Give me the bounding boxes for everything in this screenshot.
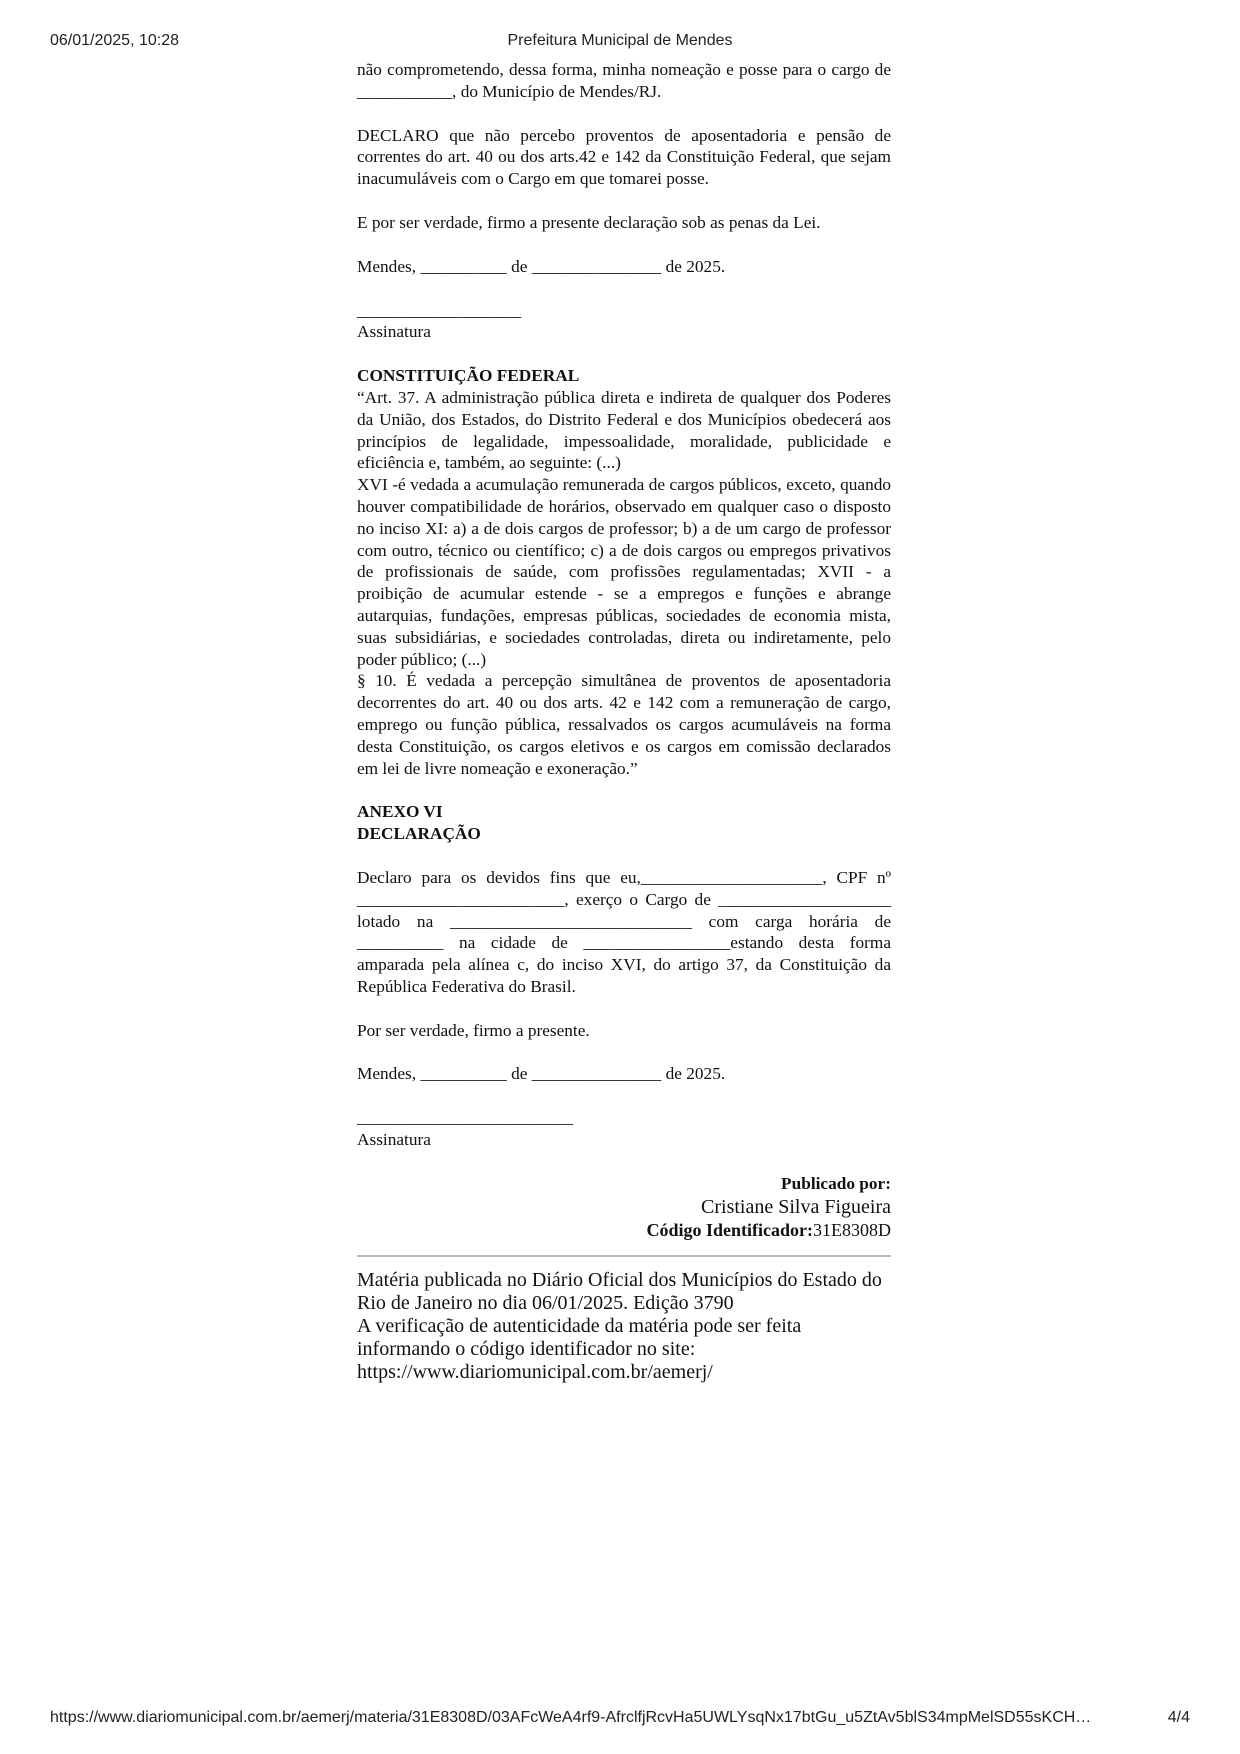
divider: [357, 1255, 891, 1257]
date-line-1: Mendes, __________ de _______________ de 2025.: [357, 256, 726, 276]
publisher-name: Cristiane Silva Figueira: [701, 1195, 891, 1218]
identifier-code-label: Código Identificador:: [646, 1219, 813, 1240]
date-line-2: Mendes, __________ de _______________ de 2025.: [357, 1064, 726, 1084]
constituicao-paragrafo-10: § 10. É vedada a percepção simultânea de proventos de aposentadoria decorrentes do art. 40 ou dos arts. 42 e 142 com a remuneração de cargo, emprego ou função pública, ressalvados os cargos acumuláveis na forma desta Constituição, os cargos eletivos e os cargos em comissão declarados em lei de livre nomeação e exoneração.”: [357, 671, 891, 778]
identifier-code: [357, 1219, 891, 1241]
paragraph-verdade: E por ser verdade, firmo a presente declaração sob as penas da Lei.: [357, 212, 821, 232]
paragraph-por-ser-verdade: Por ser verdade, firmo a presente.: [357, 1020, 590, 1040]
publication-note: [357, 1269, 891, 1384]
note-line-verification: A verificação de autenticidade da matéria pode ser feita informando o código identificador no site:: [357, 1314, 802, 1360]
page-number: 4/4: [1167, 1709, 1190, 1726]
paragraph-nomeacao: não comprometendo, dessa forma, minha nomeação e posse para o cargo de ___________, do Município de Mendes/RJ.: [357, 60, 891, 101]
document-body: [357, 59, 891, 1384]
signature-label-1: Assinatura: [357, 322, 431, 342]
declaracao-paragraph: Declaro para os devidos fins que eu,_____________________, CPF nº ________________________, exerço o Cargo de ____________________ lotado na ____________________________ com carga horária de __________ na cidade de _________________estando desta forma amparada pela alínea c, do inciso XVI, do artigo 37, da Constituição da República Federativa do Brasil.: [357, 867, 891, 996]
constituicao-heading: CONSTITUIÇÃO FEDERAL: [357, 366, 580, 386]
constituicao-art37: “Art. 37. A administração pública direta e indireta de qualquer dos Poderes da União, dos Estados, do Distrito Federal e dos Municípios obedecerá aos princípios de legalidade, impessoalidade, moralidade, publicidade e eficiência e, também, ao seguinte: (...): [357, 387, 891, 473]
identifier-code-value: 31E8308D: [813, 1219, 891, 1240]
note-site-link[interactable]: https://www.diariomunicipal.com.br/aemerj/: [357, 1360, 713, 1383]
anexo-heading: ANEXO VI: [357, 802, 443, 822]
footer-url[interactable]: https://www.diariomunicipal.com.br/aemerj/materia/31E8308D/03AFcWeA4rf9-AfrclfjRcvHa5UWLYsqNx17btGu_u5ZtAv5blS34mpMelSD55sKCH…: [50, 1709, 1092, 1726]
page-header-title: Prefeitura Municipal de Mendes: [507, 32, 733, 49]
print-datetime: 06/01/2025, 10:28: [50, 32, 180, 49]
signature-label-2: Assinatura: [357, 1130, 431, 1150]
note-line-edition: Matéria publicada no Diário Oficial dos Municípios do Estado do Rio de Janeiro no dia 06/01/2025. Edição 3790: [357, 1268, 882, 1314]
signature-line-2: _________________________: [357, 1108, 574, 1128]
publication-block: [357, 1173, 891, 1241]
constituicao-inciso-xvi: XVI -é vedada a acumulação remunerada de cargos públicos, exceto, quando houver compatibilidade de horários, observado em qualquer caso o disposto no inciso XI: a) a de dois cargos de professor; b) a de um cargo de professor com outro, técnico ou científico; c) a de dois cargos ou empregos privativos de profissionais de saúde, com profissões regulamentadas; XVII - a proibição de acumular estende - se a empregos e funções e abrange autarquias, fundações, empresas públicas, sociedades de economia mista, suas subsidiárias, e sociedades controladas, direta ou indiretamente, pelo poder público; (...): [357, 475, 891, 669]
paragraph-declaro: DECLARO que não percebo proventos de aposentadoria e pensão de correntes do art. 40 ou dos arts.42 e 142 da Constituição Federal, que sejam inacumuláveis com o Cargo em que tomarei posse.: [357, 125, 891, 189]
declaracao-heading: DECLARAÇÃO: [357, 824, 481, 844]
signature-line-1: ___________________: [357, 300, 522, 320]
published-by-label: Publicado por:: [781, 1173, 891, 1193]
